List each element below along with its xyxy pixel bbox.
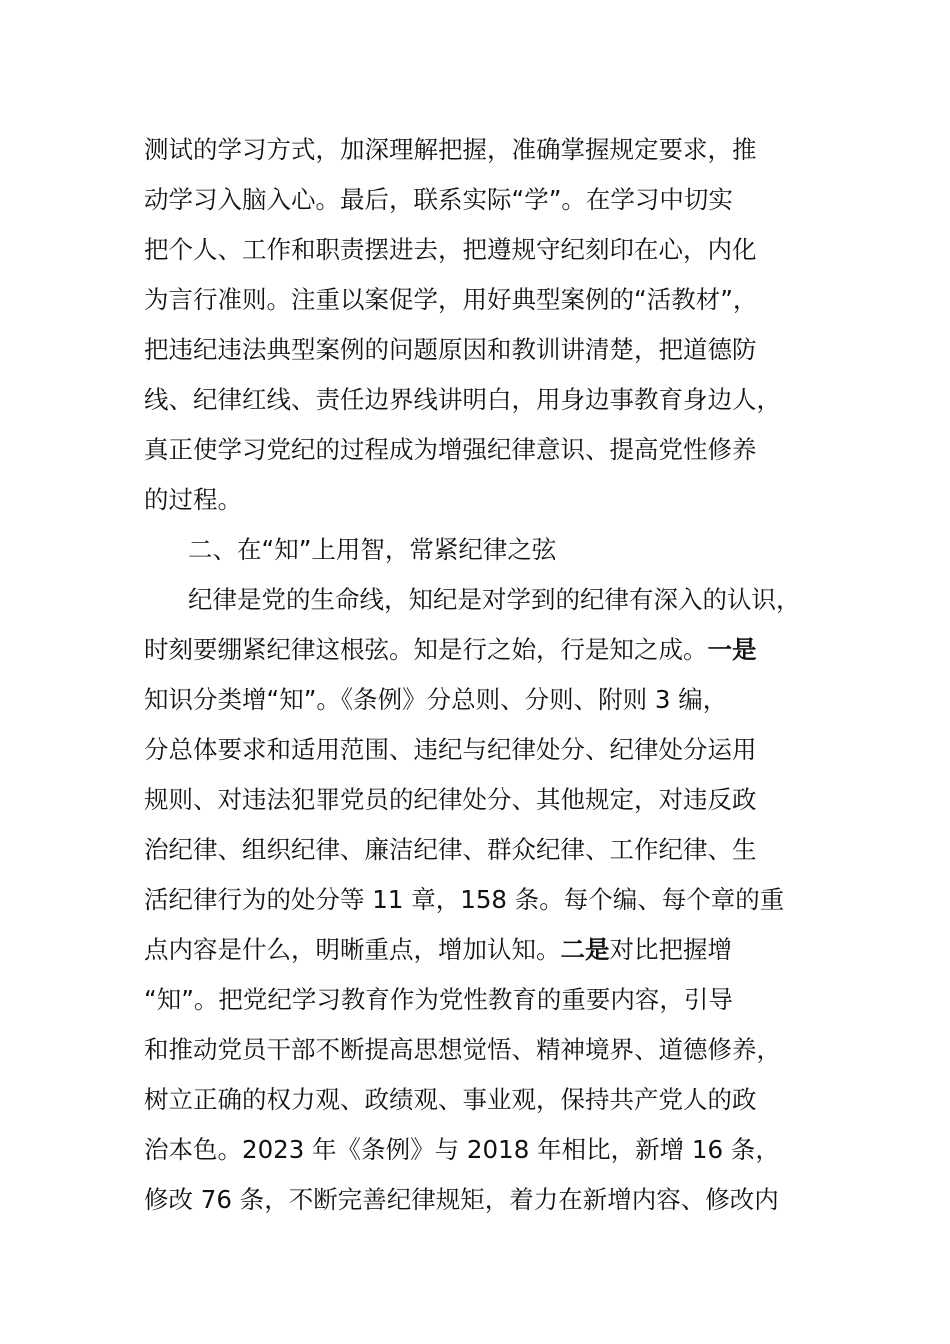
bold-text-segment: 二是 (560, 935, 610, 964)
text-segment: 的过程。 (144, 485, 242, 514)
text-line (144, 775, 844, 825)
text-line (144, 525, 844, 575)
text-line (144, 725, 844, 775)
text-segment: 把违纪违法典型案例的问题原因和教训讲清楚，把道德防 (144, 335, 757, 364)
text-line (144, 625, 844, 675)
text-line (144, 225, 844, 275)
text-line (144, 325, 844, 375)
text-line (144, 825, 844, 875)
text-segment: 对比把握增 (609, 935, 732, 964)
text-segment: 真正使学习党纪的过程成为增强纪律意识、提高党性修养 (144, 435, 757, 464)
text-line (144, 475, 844, 525)
text-line (144, 975, 844, 1025)
text-line (144, 925, 844, 975)
text-segment: 动学习入脑入心。最后，联系实际“学”。在学习中切实 (144, 185, 733, 214)
text-line (144, 1175, 844, 1225)
text-line (144, 425, 844, 475)
text-line (144, 175, 844, 225)
text-segment: 和推动党员干部不断提高思想觉悟、精神境界、道德修养， (144, 1035, 781, 1064)
text-segment: 点内容是什么，明晰重点，增加认知。 (144, 935, 561, 964)
text-segment: 把个人、工作和职责摆进去，把遵规守纪刻印在心，内化 (144, 235, 757, 264)
text-segment: 规则、对违法犯罪党员的纪律处分、其他规定，对违反政 (144, 785, 757, 814)
text-segment: 时刻要绷紧纪律这根弦。知是行之始，行是知之成。 (144, 635, 708, 664)
text-line (144, 1025, 844, 1075)
text-segment: 测试的学习方式，加深理解把握，准确掌握规定要求，推 (144, 135, 757, 164)
text-line (144, 1125, 844, 1175)
text-segment: 纪律是党的生命线，知纪是对学到的纪律有深入的认识， (188, 585, 801, 614)
document-body (144, 125, 844, 1225)
text-segment: 修改 76 条，不断完善纪律规矩，着力在新增内容、修改内 (144, 1185, 779, 1214)
text-line (144, 575, 844, 625)
text-line (144, 125, 844, 175)
text-segment: 为言行准则。注重以案促学，用好典型案例的“活教材”， (144, 285, 758, 314)
text-segment: 知识分类增“知”。《条例》分总则、分则、附则 3 编， (144, 685, 728, 714)
text-segment: 治本色。2023 年《条例》与 2018 年相比，新增 16 条， (144, 1135, 780, 1164)
text-line (144, 375, 844, 425)
bold-text-segment: 一是 (707, 635, 757, 664)
text-segment: “知”。把党纪学习教育作为党性教育的重要内容，引导 (144, 985, 733, 1014)
text-segment: 治纪律、组织纪律、廉洁纪律、群众纪律、工作纪律、生 (144, 835, 757, 864)
text-segment: 分总体要求和适用范围、违纪与纪律处分、纪律处分运用 (144, 735, 757, 764)
text-segment: 树立正确的权力观、政绩观、事业观，保持共产党人的政 (144, 1085, 757, 1114)
text-line (144, 1075, 844, 1125)
text-line (144, 875, 844, 925)
text-line (144, 675, 844, 725)
text-segment: 线、纪律红线、责任边界线讲明白，用身边事教育身边人， (144, 385, 781, 414)
text-line (144, 275, 844, 325)
text-segment: 活纪律行为的处分等 11 章，158 条。每个编、每个章的重 (144, 885, 785, 914)
text-segment: 二、在“知”上用智，常紧纪律之弦 (188, 535, 557, 564)
